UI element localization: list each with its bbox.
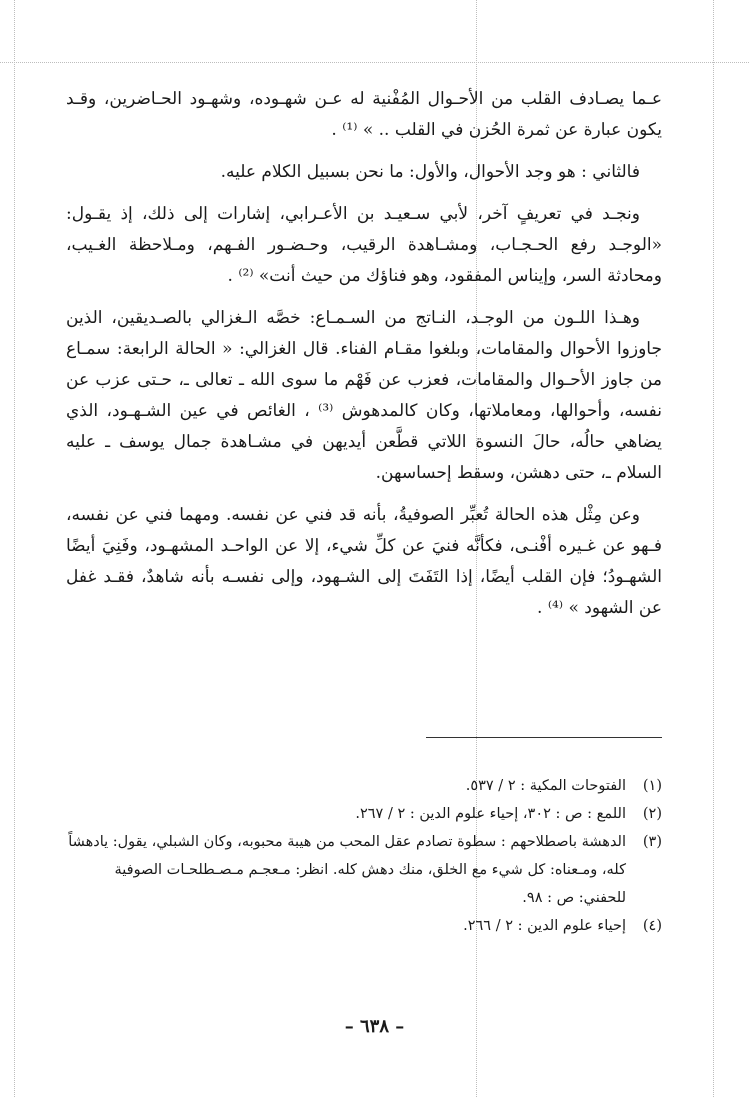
footnote-number: (٤) [642, 918, 662, 934]
footnote-number: (١) [642, 778, 662, 794]
footnote-number: (٣) [642, 834, 662, 850]
footnote-text: اللمع : ص : ٣٠٢، إحياء علوم الدين : ٢ / ٢٦٧. [355, 806, 626, 822]
paragraph-5: وعن مِثْل هذه الحالة تُعبِّر الصوفيةُ، بأنه قد فني عن نفسه. ومهما فني عن نفسه، فـهو عن غـيره أفْنـى، فكأنَّه فنيَ عن كلِّ شيء، إلا عن الواحـد المشهـود، وفَنِيَ أيضًا الشهـودُ؛ فإن القلب أيضًا، إذا التَفَتَ إلى الشـهود، وإلى نفسـه بأنه شاهدٌ، فقـد غفل عن الشهود » ⁽⁴⁾ . [66, 505, 662, 618]
footnote-4 [66, 912, 662, 940]
guide-line-left [14, 0, 15, 1097]
footnote-text: الفتوحات المكية : ٢ / ٥٣٧. [465, 778, 626, 794]
footnote-number: (٢) [642, 806, 662, 822]
footnote-text: الدهشة باصطلاحهم : سطوة تصادم عقل المحب من هيبة محبوبه، وكان الشبلي، يقول: يادهشاً كله، ومـعناه: كل شيء مع الخلق، منك دهش كله. انظر: مـعجـم مـصـطلحـات الصوفية للحفني: ص : ٩٨. [68, 834, 626, 906]
paragraph-1: عـما يصـادف القلب من الأحـوال المُفْنية له عـن شهـوده، وشهـود الحـاضرين، وقـد يكون عبارة عن ثمرة الحُزن في القلب .. » ⁽¹⁾ . [66, 89, 662, 140]
main-text [66, 84, 662, 635]
page-number: – ٦٣٨ – [344, 1016, 405, 1037]
paragraph-2: فالثاني : هو وجد الأحوال، والأول: ما نحن بسبيل الكلام عليه. [220, 162, 640, 182]
footnote-divider [426, 737, 662, 738]
footnotes [66, 772, 662, 940]
guide-line-right [713, 0, 714, 1097]
footnote-2 [66, 800, 662, 828]
paragraph-3: ونجـد في تعريفٍ آخر، لأبي سـعيـد بن الأعـرابي، إشارات إلى ذلك، إذ يقـول: «الوجـد رفع الحـجـاب، ومشـاهدة الرقيب، وحـضـور الفـهم، ومـلاحظة الغـيب، ومحادثة السر، وإيناس المفقود، وهو فناؤك من حيث أنت» ⁽²⁾ . [66, 204, 662, 286]
guide-line-top [0, 62, 749, 63]
footnote-3 [66, 828, 662, 912]
footnote-text: إحياء علوم الدين : ٢ / ٢٦٦. [463, 918, 626, 934]
paragraph-4: وهـذا اللـون من الوجـد، النـاتج من السـمـاع: خصَّه الـغزالي بالصـديقين، الذين جاوزوا الأحوال والمقامات، وبلغوا مقـام الفناء. قال الغزالي: « الحالة الرابعة: سمـاع من جاوز الأحـوال والمقامات، فعزب عن فَهْم ما سوى الله ـ تعالى ـ، حـتى عزب عن نفسه، وأحوالها، ومعاملاتها، وكان كالمدهوش ⁽³⁾ ، الغائص في عين الشـهـود، الذي يضاهي حالُه، حالَ النسوة اللاتي قطَّعن أيديهن في مشـاهدة جمال يوسف ـ عليه السلام ـ، حتى دهشن، وسقط إحساسهن. [66, 308, 662, 483]
footnote-1 [66, 772, 662, 800]
